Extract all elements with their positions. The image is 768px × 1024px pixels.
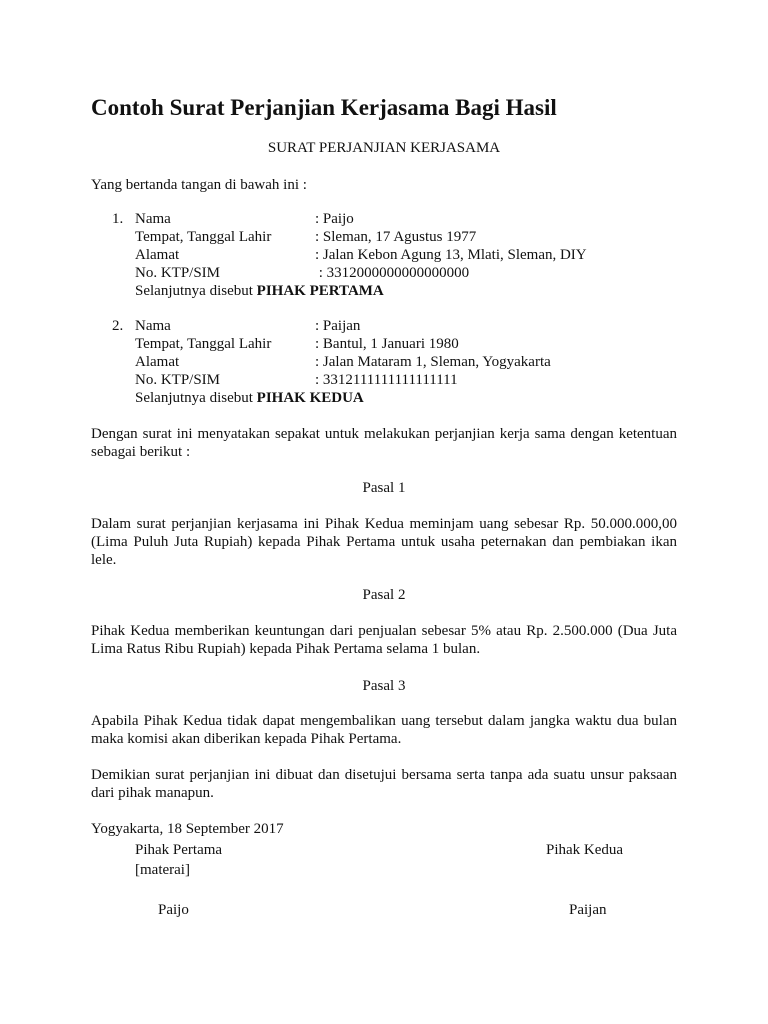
field-label: No. KTP/SIM [135, 265, 221, 281]
article-text: Apabila Pihak Kedua tidak dapat mengembalikan uang tersebut dalam jangka waktu dua bulan maka komisi akan diberikan kepada Pihak Pertama. [91, 713, 677, 747]
letter-title: SURAT PERJANJIAN KERJASAMA [267, 140, 501, 156]
signature-role-second: Pihak Kedua [546, 842, 624, 858]
signature-role-first: Pihak Pertama [135, 842, 223, 858]
closing-paragraph: Demikian surat perjanjian ini dibuat dan disetujui bersama serta tanpa ada suatu unsur paksaan dari pihak manapun. [91, 767, 677, 801]
designation-prefix: Selanjutnya disebut [135, 390, 257, 406]
article-title: Pasal 1 [362, 480, 406, 496]
field-label: No. KTP/SIM [135, 372, 221, 388]
field-value: : 3312111111111111111 [315, 372, 458, 388]
article-title: Pasal 2 [362, 587, 406, 603]
designation-name: PIHAK PERTAMA [256, 283, 384, 299]
party-designation-line [135, 389, 364, 407]
designation-name: PIHAK KEDUA [256, 390, 364, 406]
field-label: Tempat, Tanggal Lahir [135, 336, 272, 352]
field-label: Nama [135, 211, 171, 227]
field-value: : Bantul, 1 Januari 1980 [315, 336, 459, 352]
article-text: Pihak Kedua memberikan keuntungan dari penjualan sebesar 5% atau Rp. 2.500.000 (Dua Juta Lima Ratus Ribu Rupiah) kepada Pihak Pertama selama 1 bulan. [91, 623, 677, 657]
field-value: : Jalan Mataram 1, Sleman, Yogyakarta [315, 354, 551, 370]
field-value: : Paijan [315, 318, 361, 334]
statement-paragraph: Dengan surat ini menyatakan sepakat untuk melakukan perjanjian kerja sama dengan ketentuan sebagai berikut : [91, 426, 677, 460]
party-number: 2. [112, 318, 124, 334]
field-value: : Paijo [315, 211, 354, 227]
field-label: Nama [135, 318, 171, 334]
document-heading: Contoh Surat Perjanjian Kerjasama Bagi Hasil [91, 95, 557, 120]
designation-prefix: Selanjutnya disebut [135, 283, 257, 299]
field-value: : 3312000000000000000 [315, 265, 470, 281]
party-designation-line [135, 282, 384, 300]
signature-name-first: Paijo [158, 902, 189, 918]
intro-text: Yang bertanda tangan di bawah ini : [91, 177, 307, 193]
article-title: Pasal 3 [362, 678, 406, 694]
place-date: Yogyakarta, 18 September 2017 [91, 821, 284, 837]
article-text: Dalam surat perjanjian kerjasama ini Pihak Kedua meminjam uang sebesar Rp. 50.000.000,00 (Lima Puluh Juta Rupiah) kepada Pihak Pertama untuk usaha peternakan dan pembiakan ikan lele. [91, 516, 677, 568]
party-number: 1. [112, 211, 124, 227]
stamp-placeholder: [materai] [135, 862, 190, 878]
field-label: Alamat [135, 247, 180, 263]
field-value: : Sleman, 17 Agustus 1977 [315, 229, 477, 245]
signature-name-second: Paijan [569, 902, 607, 918]
field-label: Tempat, Tanggal Lahir [135, 229, 272, 245]
field-value: : Jalan Kebon Agung 13, Mlati, Sleman, DIY [315, 247, 587, 263]
field-label: Alamat [135, 354, 180, 370]
